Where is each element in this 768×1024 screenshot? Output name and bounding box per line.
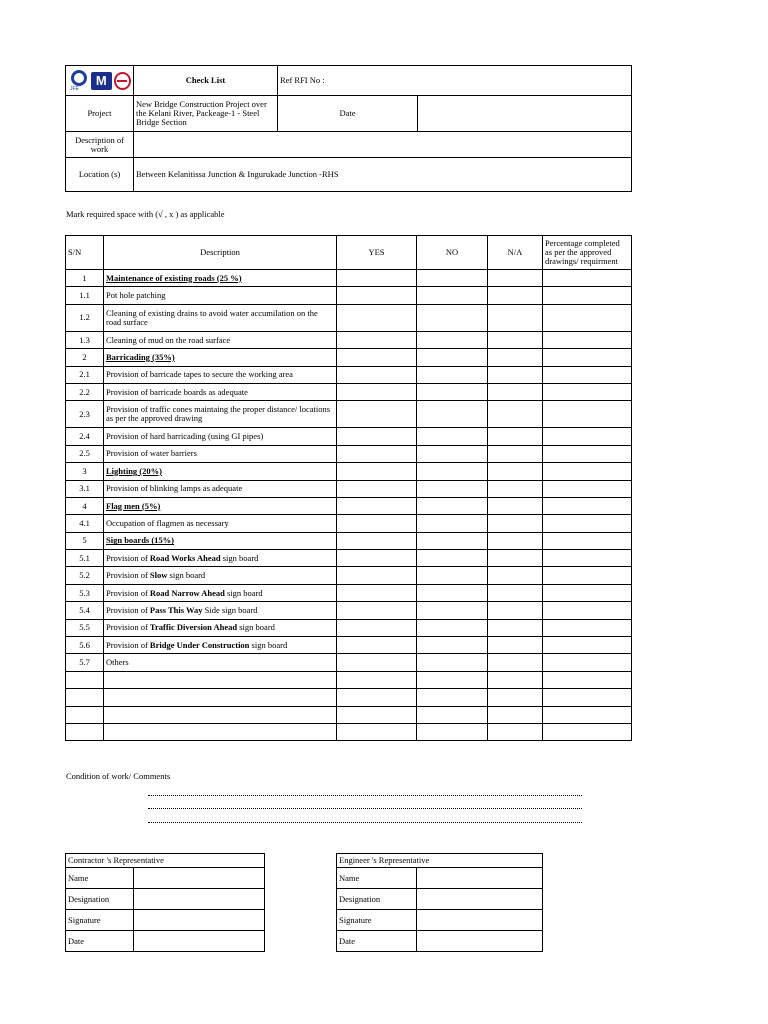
row-no-cell[interactable]: [417, 331, 488, 348]
row-description: Occupation of flagmen as necessary: [104, 515, 337, 532]
row-sn: 4.1: [66, 515, 104, 532]
row-description: [104, 619, 337, 636]
description-post-text: sign board: [249, 639, 288, 650]
contractor-signature-label: Signature: [66, 910, 134, 931]
row-yes-cell[interactable]: [337, 619, 417, 636]
comment-line-1[interactable]: [148, 795, 582, 796]
engineer-rep-title: Engineer 's Representative: [337, 854, 543, 868]
row-na-cell[interactable]: [488, 428, 543, 445]
column-header-sn: S/N: [66, 236, 104, 270]
row-sn: 2.5: [66, 445, 104, 462]
row-yes-cell[interactable]: [337, 287, 417, 304]
engineer-signature-label: Signature: [337, 910, 417, 931]
row-sn: 5.1: [66, 550, 104, 567]
column-header-no: NO: [417, 236, 488, 270]
row-description: [104, 723, 337, 740]
row-na-cell[interactable]: [488, 567, 543, 584]
project-value: New Bridge Construction Project over the Kelani River, Packeage-1 - Steel Bridge Section: [134, 96, 278, 132]
row-description: Barricading (35%): [104, 349, 337, 366]
row-description: Provision of barricade boards as adequate: [104, 383, 337, 400]
row-no-cell[interactable]: [417, 349, 488, 366]
description-bold-text: Pass This Way: [149, 604, 203, 615]
checklist-table: [65, 235, 632, 741]
row-yes-cell[interactable]: [337, 428, 417, 445]
table-row: [66, 428, 632, 445]
row-percentage-cell[interactable]: [543, 270, 632, 287]
row-no-cell[interactable]: [417, 270, 488, 287]
checklist-header-row: [66, 236, 632, 270]
row-no-cell[interactable]: [417, 428, 488, 445]
description-bold-text: Slow: [149, 570, 168, 581]
row-yes-cell[interactable]: [337, 567, 417, 584]
table-row: [66, 287, 632, 304]
table-row: [66, 602, 632, 619]
row-sn: 1: [66, 270, 104, 287]
description-post-text: sign board: [224, 587, 263, 598]
row-sn: [66, 723, 104, 740]
table-row: [66, 567, 632, 584]
description-pre-text: Provision of: [106, 587, 150, 598]
column-header-description: Description: [104, 236, 337, 270]
row-description: Provision of hard barricading (using GI pipes): [104, 428, 337, 445]
row-yes-cell[interactable]: [337, 654, 417, 671]
row-yes-cell[interactable]: [337, 706, 417, 723]
row-yes-cell[interactable]: [337, 550, 417, 567]
row-yes-cell[interactable]: [337, 532, 417, 549]
row-description: Provision of water barriers: [104, 445, 337, 462]
row-sn: 2.4: [66, 428, 104, 445]
row-sn: 2: [66, 349, 104, 366]
contractor-rep-title: Contractor 's Representative: [66, 854, 265, 868]
row-yes-cell[interactable]: [337, 366, 417, 383]
row-yes-cell[interactable]: [337, 515, 417, 532]
row-percentage-cell[interactable]: [543, 637, 632, 654]
row-description: Maintenance of existing roads (25 %): [104, 270, 337, 287]
row-percentage-cell[interactable]: [543, 463, 632, 480]
row-no-cell[interactable]: [417, 445, 488, 462]
engineer-signature-table: [336, 853, 543, 952]
table-row: [66, 331, 632, 348]
description-pre-text: Provision of: [106, 622, 150, 633]
row-no-cell[interactable]: [417, 584, 488, 601]
row-na-cell[interactable]: [488, 366, 543, 383]
row-description: Cleaning of mud on the road surface: [104, 331, 337, 348]
row-description: Provision of barricade tapes to secure the working area: [104, 366, 337, 383]
row-description: Lighting (20%): [104, 463, 337, 480]
row-no-cell[interactable]: [417, 619, 488, 636]
table-row: [66, 550, 632, 567]
table-row: [66, 366, 632, 383]
description-post-text: Side sign board: [202, 604, 258, 615]
row-sn: [66, 706, 104, 723]
row-sn: 1.2: [66, 304, 104, 331]
red-circle-logo-icon: [114, 72, 131, 90]
row-description: [104, 584, 337, 601]
row-no-cell[interactable]: [417, 671, 488, 688]
row-na-cell[interactable]: [488, 497, 543, 514]
row-description: Cleaning of existing drains to avoid water accumilation on the road surface: [104, 304, 337, 331]
row-percentage-cell[interactable]: [543, 654, 632, 671]
row-yes-cell[interactable]: [337, 270, 417, 287]
row-percentage-cell[interactable]: [543, 567, 632, 584]
row-no-cell[interactable]: [417, 401, 488, 428]
comment-line-3[interactable]: [148, 822, 582, 823]
contractor-name-label: Name: [66, 868, 134, 889]
row-na-cell[interactable]: [488, 689, 543, 706]
row-yes-cell[interactable]: [337, 480, 417, 497]
contractor-signature-field[interactable]: [134, 910, 265, 931]
row-no-cell[interactable]: [417, 602, 488, 619]
row-yes-cell[interactable]: [337, 401, 417, 428]
row-sn: 3.1: [66, 480, 104, 497]
row-no-cell[interactable]: [417, 550, 488, 567]
row-sn: [66, 671, 104, 688]
engineer-signature-field[interactable]: [417, 910, 543, 931]
row-na-cell[interactable]: [488, 445, 543, 462]
table-row: [66, 654, 632, 671]
description-bold-text: Traffic Diversion Ahead: [149, 622, 238, 633]
row-description: Sign boards (15%): [104, 532, 337, 549]
row-sn: 5.7: [66, 654, 104, 671]
row-na-cell[interactable]: [488, 304, 543, 331]
table-row: [66, 304, 632, 331]
row-yes-cell[interactable]: [337, 497, 417, 514]
table-row: [66, 532, 632, 549]
comments-label: Condition of work/ Comments: [66, 771, 171, 781]
jfe-logo-icon: JFE: [70, 69, 89, 93]
row-sn: 2.2: [66, 383, 104, 400]
row-description: [104, 567, 337, 584]
row-na-cell[interactable]: [488, 463, 543, 480]
row-sn: 1.3: [66, 331, 104, 348]
mark-instruction: Mark required space with (√ , x ) as applicable: [66, 209, 225, 219]
table-row: [66, 497, 632, 514]
table-row: [66, 401, 632, 428]
description-bold-text: Bridge Under Construction: [149, 639, 250, 650]
row-percentage-cell[interactable]: [543, 366, 632, 383]
row-no-cell[interactable]: [417, 706, 488, 723]
row-yes-cell[interactable]: [337, 349, 417, 366]
table-row: [66, 723, 632, 740]
row-percentage-cell[interactable]: [543, 383, 632, 400]
row-no-cell[interactable]: [417, 463, 488, 480]
table-row: [66, 349, 632, 366]
row-description: [104, 706, 337, 723]
row-percentage-cell[interactable]: [543, 304, 632, 331]
date-label: Date: [278, 96, 418, 132]
description-bold-text: Road Narrow Ahead: [149, 587, 225, 598]
row-na-cell[interactable]: [488, 515, 543, 532]
row-no-cell[interactable]: [417, 689, 488, 706]
company-logos: [68, 69, 131, 93]
row-percentage-cell[interactable]: [543, 515, 632, 532]
row-na-cell[interactable]: [488, 383, 543, 400]
description-pre-text: Provision of: [106, 639, 150, 650]
checklist-title: Check List: [134, 66, 278, 96]
row-yes-cell[interactable]: [337, 689, 417, 706]
row-na-cell[interactable]: [488, 349, 543, 366]
table-row: [66, 619, 632, 636]
row-sn: 5.4: [66, 602, 104, 619]
row-percentage-cell[interactable]: [543, 497, 632, 514]
row-no-cell[interactable]: [417, 637, 488, 654]
row-percentage-cell[interactable]: [543, 619, 632, 636]
row-yes-cell[interactable]: [337, 723, 417, 740]
project-label: Project: [66, 96, 134, 132]
description-post-text: sign board: [167, 570, 206, 581]
row-description: [104, 689, 337, 706]
row-no-cell[interactable]: [417, 480, 488, 497]
row-no-cell[interactable]: [417, 383, 488, 400]
row-percentage-cell[interactable]: [543, 445, 632, 462]
row-na-cell[interactable]: [488, 287, 543, 304]
engineer-name-label: Name: [337, 868, 417, 889]
row-sn: 4: [66, 497, 104, 514]
row-yes-cell[interactable]: [337, 463, 417, 480]
description-pre-text: Provision of: [106, 604, 150, 615]
row-no-cell[interactable]: [417, 366, 488, 383]
row-sn: 5: [66, 532, 104, 549]
row-na-cell[interactable]: [488, 401, 543, 428]
table-row: [66, 637, 632, 654]
row-description: [104, 602, 337, 619]
table-row: [66, 671, 632, 688]
row-no-cell[interactable]: [417, 515, 488, 532]
row-description: Others: [104, 654, 337, 671]
description-value[interactable]: [134, 132, 632, 158]
logo-cell: [66, 66, 134, 96]
engineer-date-label: Date: [337, 931, 417, 952]
engineer-date-field[interactable]: [417, 931, 543, 952]
engineer-name-field[interactable]: [417, 868, 543, 889]
row-yes-cell[interactable]: [337, 445, 417, 462]
row-no-cell[interactable]: [417, 723, 488, 740]
description-bold-text: Road Works Ahead: [149, 552, 221, 563]
contractor-date-field[interactable]: [134, 931, 265, 952]
description-post-text: sign board: [220, 552, 259, 563]
row-no-cell[interactable]: [417, 287, 488, 304]
contractor-name-field[interactable]: [134, 868, 265, 889]
row-na-cell[interactable]: [488, 637, 543, 654]
row-percentage-cell[interactable]: [543, 602, 632, 619]
row-na-cell[interactable]: [488, 619, 543, 636]
description-pre-text: Provision of: [106, 570, 150, 581]
row-yes-cell[interactable]: [337, 584, 417, 601]
row-description: [104, 637, 337, 654]
date-value[interactable]: [418, 96, 632, 132]
column-header-na: N/A: [488, 236, 543, 270]
row-description: [104, 671, 337, 688]
row-yes-cell[interactable]: [337, 602, 417, 619]
row-na-cell[interactable]: [488, 480, 543, 497]
table-row: [66, 515, 632, 532]
contractor-signature-table: [65, 853, 265, 952]
row-sn: 5.6: [66, 637, 104, 654]
table-row: [66, 706, 632, 723]
row-percentage-cell[interactable]: [543, 706, 632, 723]
row-sn: 2.1: [66, 366, 104, 383]
description-label: Description of work: [66, 132, 134, 158]
row-percentage-cell[interactable]: [543, 584, 632, 601]
row-sn: 2.3: [66, 401, 104, 428]
row-yes-cell[interactable]: [337, 383, 417, 400]
row-percentage-cell[interactable]: [543, 532, 632, 549]
row-description: Pot hole patching: [104, 287, 337, 304]
row-description: Provision of blinking lamps as adequate: [104, 480, 337, 497]
row-percentage-cell[interactable]: [543, 550, 632, 567]
description-post-text: sign board: [237, 622, 275, 633]
row-no-cell[interactable]: [417, 304, 488, 331]
row-yes-cell[interactable]: [337, 304, 417, 331]
ref-rfi-label: Ref RFI No :: [278, 66, 632, 96]
row-percentage-cell[interactable]: [543, 287, 632, 304]
row-sn: 1.1: [66, 287, 104, 304]
row-yes-cell[interactable]: [337, 331, 417, 348]
row-no-cell[interactable]: [417, 567, 488, 584]
row-na-cell[interactable]: [488, 270, 543, 287]
row-percentage-cell[interactable]: [543, 331, 632, 348]
row-na-cell[interactable]: [488, 550, 543, 567]
row-percentage-cell[interactable]: [543, 428, 632, 445]
row-description: [104, 550, 337, 567]
row-sn: 5.3: [66, 584, 104, 601]
row-yes-cell[interactable]: [337, 671, 417, 688]
row-no-cell[interactable]: [417, 497, 488, 514]
row-sn: 5.2: [66, 567, 104, 584]
table-row: [66, 445, 632, 462]
contractor-date-label: Date: [66, 931, 134, 952]
row-na-cell[interactable]: [488, 602, 543, 619]
location-label: Location (s): [66, 158, 134, 192]
m-logo-icon: M: [91, 72, 112, 90]
contractor-designation-label: Designation: [66, 889, 134, 910]
row-na-cell[interactable]: [488, 723, 543, 740]
row-sn: [66, 689, 104, 706]
row-no-cell[interactable]: [417, 532, 488, 549]
column-header-yes: YES: [337, 236, 417, 270]
row-sn: 3: [66, 463, 104, 480]
row-percentage-cell[interactable]: [543, 480, 632, 497]
table-row: [66, 480, 632, 497]
comment-line-2[interactable]: [148, 808, 582, 809]
table-row: [66, 463, 632, 480]
column-header-percentage: Percentage completed as per the approved drawings/ requirment: [543, 236, 632, 270]
table-row: [66, 270, 632, 287]
row-percentage-cell[interactable]: [543, 349, 632, 366]
row-sn: 5.5: [66, 619, 104, 636]
table-row: [66, 689, 632, 706]
row-description: Flag men (5%): [104, 497, 337, 514]
table-row: [66, 584, 632, 601]
row-description: Provision of traffic cones maintaing the proper distance/ locations as per the approved drawing: [104, 401, 337, 428]
engineer-designation-label: Designation: [337, 889, 417, 910]
table-row: [66, 383, 632, 400]
row-na-cell[interactable]: [488, 706, 543, 723]
location-value: Between Kelanitissa Junction & Ingurukade Junction -RHS: [134, 158, 632, 192]
row-na-cell[interactable]: [488, 671, 543, 688]
row-na-cell[interactable]: [488, 532, 543, 549]
row-percentage-cell[interactable]: [543, 671, 632, 688]
row-na-cell[interactable]: [488, 584, 543, 601]
row-na-cell[interactable]: [488, 331, 543, 348]
header-table: [65, 65, 632, 192]
row-na-cell[interactable]: [488, 654, 543, 671]
row-percentage-cell[interactable]: [543, 723, 632, 740]
row-yes-cell[interactable]: [337, 637, 417, 654]
row-percentage-cell[interactable]: [543, 401, 632, 428]
contractor-designation-field[interactable]: [134, 889, 265, 910]
engineer-designation-field[interactable]: [417, 889, 543, 910]
row-percentage-cell[interactable]: [543, 689, 632, 706]
description-pre-text: Provision of: [106, 552, 150, 563]
row-no-cell[interactable]: [417, 654, 488, 671]
